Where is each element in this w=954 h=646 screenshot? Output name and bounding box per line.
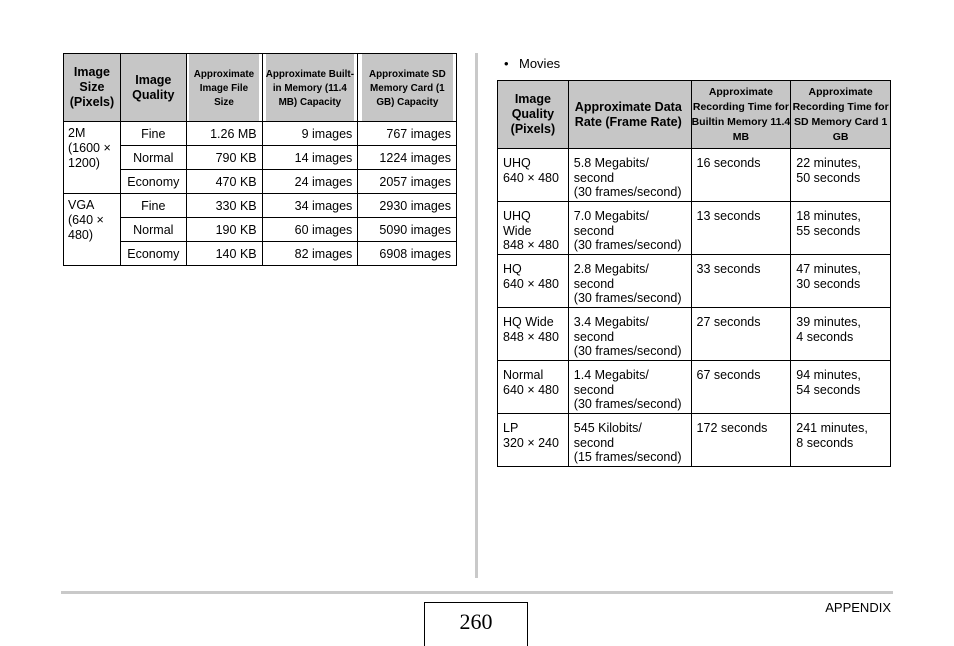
builtin-capacity-cell: 82 images — [262, 242, 358, 266]
cell-line: 33 seconds — [696, 262, 761, 276]
data-rate-cell — [568, 361, 691, 414]
table-row — [498, 414, 891, 467]
cell-line: 848 × 480 — [503, 329, 559, 344]
cell-line: second — [573, 223, 615, 238]
cell-line: 640 × 480 — [503, 382, 559, 397]
image-size-line: VGA — [68, 198, 95, 212]
image-size-line: 480) — [68, 228, 94, 242]
sd-recording-time-cell — [791, 202, 891, 255]
builtin-capacity-cell: 9 images — [262, 122, 358, 146]
cell-line: 2.8 Megabits/ — [573, 262, 649, 276]
cell-line: second — [573, 276, 615, 291]
data-rate-cell — [568, 255, 691, 308]
sd-recording-time-cell — [791, 255, 891, 308]
table-row — [64, 170, 457, 194]
cell-line: UHQ — [503, 156, 531, 170]
cell-line: 67 seconds — [696, 368, 761, 382]
cell-line: second — [573, 329, 615, 344]
header-file-size: Approximate Image File Size — [189, 54, 260, 122]
header-builtin-recording-time: Approximate Recording Time for Builtin Memory 11.4 MB — [691, 81, 791, 149]
builtin-capacity-cell: 14 images — [262, 146, 358, 170]
cell-line: second — [573, 170, 615, 185]
image-size-cell — [64, 122, 121, 194]
cell-line: 39 minutes, — [796, 315, 861, 329]
sd-capacity-cell: 2930 images — [358, 194, 457, 218]
cell-line: 55 seconds — [796, 223, 861, 238]
image-table-header-row — [64, 54, 457, 122]
header-builtin-capacity: Approximate Built-in Memory (11.4 MB) Capacity — [265, 54, 355, 122]
quality-cell: Economy — [120, 242, 186, 266]
cell-line: 47 minutes, — [796, 262, 861, 276]
movie-quality-cell — [498, 255, 569, 308]
movie-quality-cell — [498, 361, 569, 414]
movie-table-header-row — [498, 81, 891, 149]
cell-line: 8 seconds — [796, 435, 854, 450]
sd-recording-time-cell — [791, 308, 891, 361]
cell-line: 50 seconds — [796, 170, 861, 185]
sd-capacity-cell: 6908 images — [358, 242, 457, 266]
sd-recording-time-cell — [791, 414, 891, 467]
file-size-cell: 1.26 MB — [186, 122, 262, 146]
header-movie-quality: Image Quality (Pixels) — [498, 81, 569, 149]
builtin-recording-time-cell — [691, 361, 791, 414]
movies-title: Movies — [519, 56, 561, 71]
image-size-line: (640 × — [68, 213, 104, 227]
cell-line: HQ — [503, 262, 522, 276]
data-rate-cell — [568, 202, 691, 255]
cell-line: UHQ — [503, 209, 531, 223]
data-rate-cell — [568, 149, 691, 202]
table-row — [498, 308, 891, 361]
cell-line: Normal — [503, 368, 544, 382]
table-row — [498, 202, 891, 255]
sd-capacity-cell: 5090 images — [358, 218, 457, 242]
image-size-line: (1600 × — [68, 141, 111, 155]
cell-line: HQ Wide — [503, 315, 554, 329]
builtin-recording-time-cell — [691, 255, 791, 308]
cell-line: 4 seconds — [796, 329, 854, 344]
cell-line: (30 frames/second) — [573, 344, 682, 359]
table-row — [498, 149, 891, 202]
cell-line: 172 seconds — [696, 421, 768, 435]
cell-line: 94 minutes, — [796, 368, 861, 382]
cell-line: (30 frames/second) — [573, 397, 682, 412]
table-row — [64, 194, 457, 218]
quality-cell: Normal — [120, 146, 186, 170]
builtin-capacity-cell: 34 images — [262, 194, 358, 218]
builtin-capacity-cell: 60 images — [262, 218, 358, 242]
builtin-recording-time-cell — [691, 414, 791, 467]
file-size-cell: 470 KB — [186, 170, 262, 194]
sd-recording-time-cell — [791, 149, 891, 202]
cell-line: (15 frames/second) — [573, 450, 682, 465]
movies-heading — [504, 56, 560, 71]
cell-line: 18 minutes, — [796, 209, 861, 223]
cell-line: 27 seconds — [696, 315, 761, 329]
table-row — [498, 361, 891, 414]
file-size-cell: 140 KB — [186, 242, 262, 266]
cell-line: 54 seconds — [796, 382, 861, 397]
cell-line: 22 minutes, — [796, 156, 861, 170]
sd-capacity-cell: 2057 images — [358, 170, 457, 194]
sd-recording-time-cell — [791, 361, 891, 414]
builtin-capacity-cell: 24 images — [262, 170, 358, 194]
movie-quality-cell — [498, 149, 569, 202]
table-row — [64, 218, 457, 242]
header-sd-capacity: Approximate SD Memory Card (1 GB) Capacity — [361, 54, 454, 122]
cell-line: Wide — [503, 223, 532, 238]
builtin-recording-time-cell — [691, 202, 791, 255]
image-size-line: 1200) — [68, 156, 100, 170]
image-capacity-table — [63, 53, 457, 266]
table-row — [498, 255, 891, 308]
builtin-recording-time-cell — [691, 149, 791, 202]
sd-capacity-cell: 767 images — [358, 122, 457, 146]
data-rate-cell — [568, 414, 691, 467]
cell-line: 16 seconds — [696, 156, 761, 170]
cell-line: 3.4 Megabits/ — [573, 315, 649, 329]
movie-quality-cell — [498, 202, 569, 255]
movie-table-body — [498, 149, 891, 467]
movie-recording-table — [497, 80, 891, 467]
cell-line: second — [573, 435, 615, 450]
cell-line: (30 frames/second) — [573, 185, 682, 200]
quality-cell: Economy — [120, 170, 186, 194]
cell-line: (30 frames/second) — [573, 238, 682, 253]
header-data-rate: Approximate Data Rate (Frame Rate) — [568, 81, 691, 149]
data-rate-cell — [568, 308, 691, 361]
cell-line: (30 frames/second) — [573, 291, 682, 306]
movie-quality-cell — [498, 308, 569, 361]
table-row — [64, 146, 457, 170]
image-size-line: 2M — [68, 126, 86, 140]
quality-cell: Fine — [120, 194, 186, 218]
header-sd-recording-time: Approximate Recording Time for SD Memory Card 1 GB — [791, 81, 891, 149]
cell-line: 241 minutes, — [796, 421, 868, 435]
page-number: 260 — [424, 602, 528, 646]
file-size-cell: 190 KB — [186, 218, 262, 242]
image-size-cell — [64, 194, 121, 266]
quality-cell: Normal — [120, 218, 186, 242]
cell-line: 13 seconds — [696, 209, 761, 223]
cell-line: 848 × 480 — [503, 238, 559, 253]
cell-line: 320 × 240 — [503, 435, 559, 450]
bullet-icon: • — [504, 56, 509, 71]
cell-line: LP — [503, 421, 519, 435]
file-size-cell: 790 KB — [186, 146, 262, 170]
cell-line: 640 × 480 — [503, 276, 559, 291]
column-divider — [475, 53, 478, 578]
cell-line: 1.4 Megabits/ — [573, 368, 649, 382]
header-image-size: Image Size (Pixels) — [64, 54, 121, 122]
table-row — [64, 242, 457, 266]
footer-rule — [61, 591, 893, 594]
header-image-quality: Image Quality — [120, 54, 186, 122]
section-label: APPENDIX — [825, 600, 891, 615]
cell-line: 545 Kilobits/ — [573, 421, 642, 435]
cell-line: 5.8 Megabits/ — [573, 156, 649, 170]
cell-line: 7.0 Megabits/ — [573, 209, 649, 223]
file-size-cell: 330 KB — [186, 194, 262, 218]
movie-quality-cell — [498, 414, 569, 467]
cell-line: 30 seconds — [796, 276, 861, 291]
cell-line: second — [573, 382, 615, 397]
table-row — [64, 122, 457, 146]
cell-line: 640 × 480 — [503, 170, 559, 185]
sd-capacity-cell: 1224 images — [358, 146, 457, 170]
quality-cell: Fine — [120, 122, 186, 146]
builtin-recording-time-cell — [691, 308, 791, 361]
